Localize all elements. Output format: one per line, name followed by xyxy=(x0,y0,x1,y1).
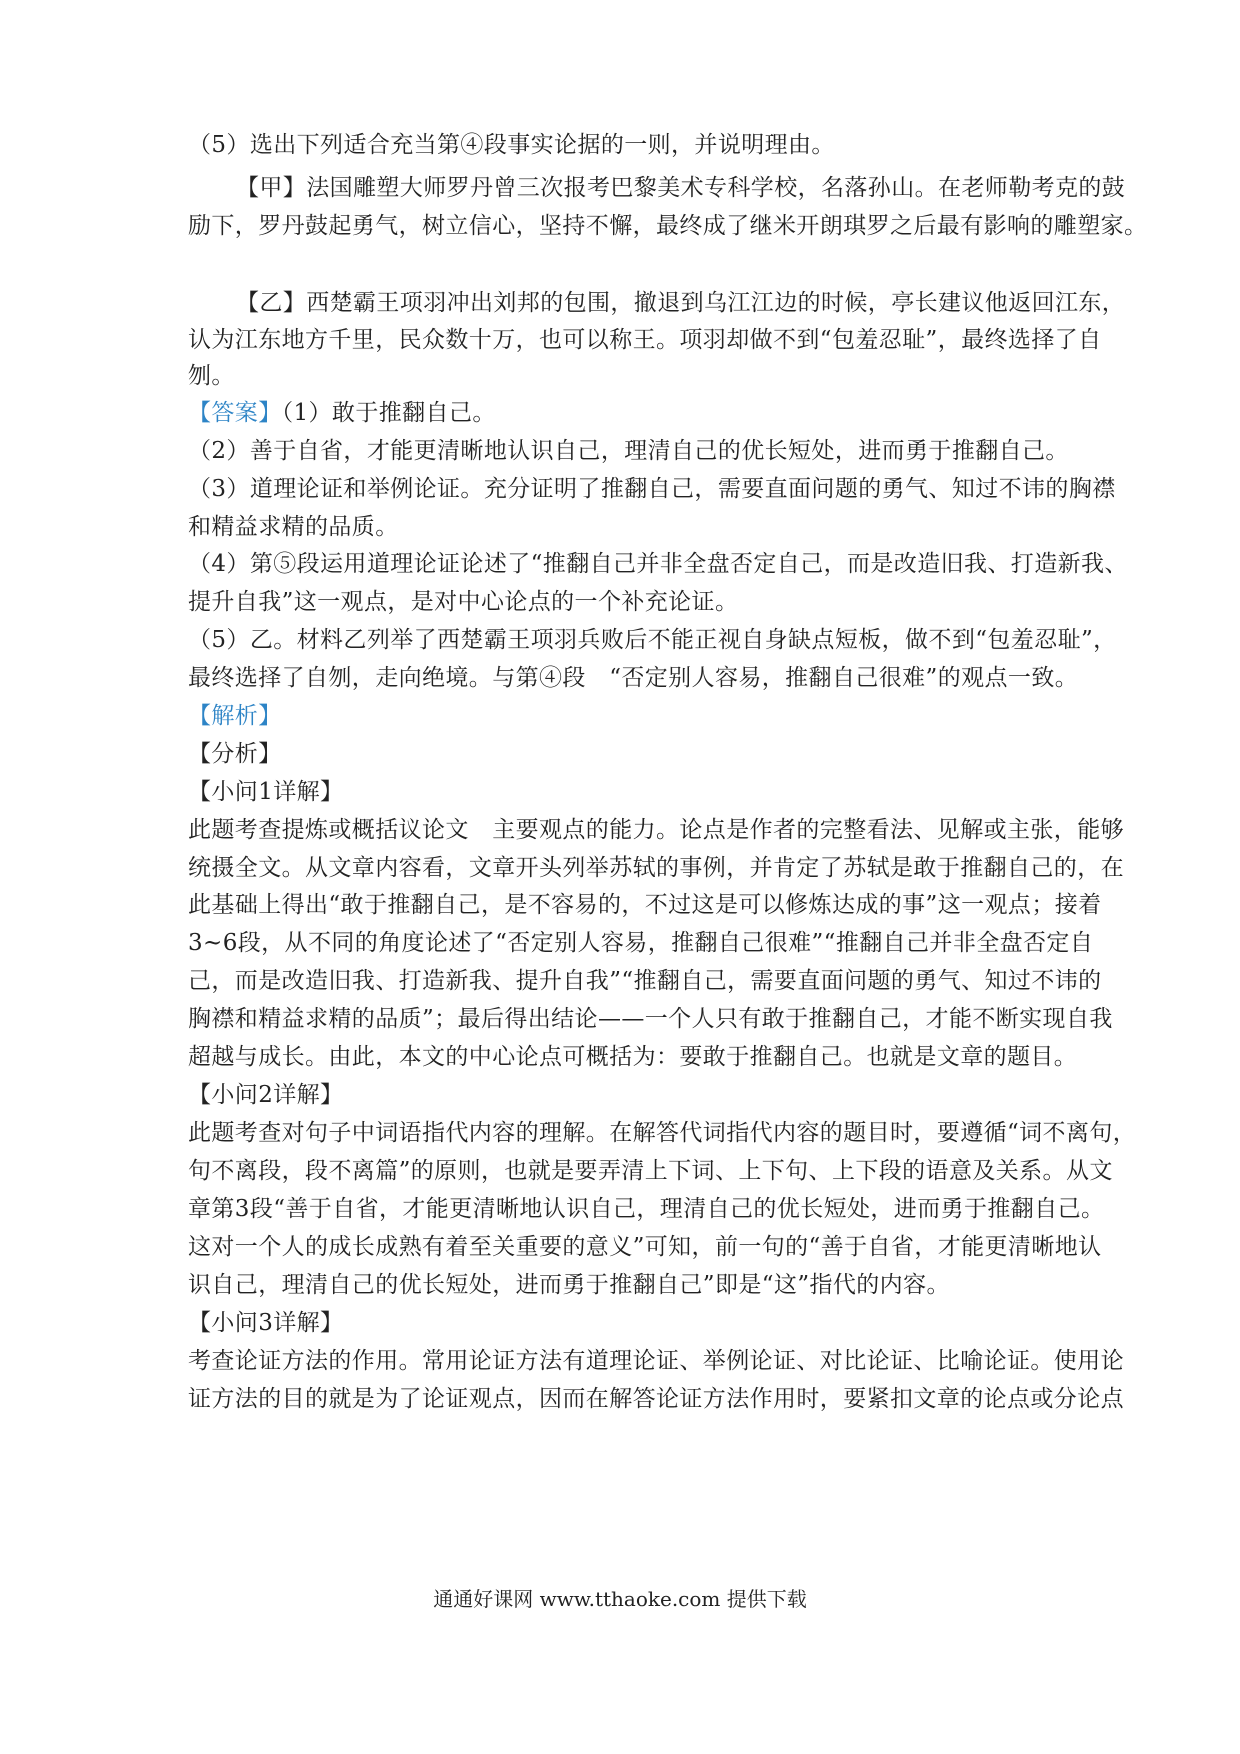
answer-4-line-2: 提升自我”这一观点，是对中心论点的一个补充论证。 xyxy=(188,589,739,615)
answer-4-line-1: （4）第⑤段运用道理论证论述了“推翻自己并非全盘否定自己，而是改造旧我、打造新我、 xyxy=(188,551,1128,577)
material-yi-line-2: 认为江东地方千里，民众数十万，也可以称王。项羽却做不到“包羞忍耻”，最终选择了自 xyxy=(188,327,1102,353)
answer-2: （2）善于自省，才能更清晰地认识自己，理清自己的优长短处，进而勇于推翻自己。 xyxy=(188,438,1069,464)
sub-question-1-line-5: 己，而是改造旧我、打造新我、提升自我”“推翻自己，需要直面问题的勇气、知过不讳的 xyxy=(188,968,1102,994)
answer-3-line-2: 和精益求精的品质。 xyxy=(188,514,399,540)
answer-row xyxy=(188,397,1068,429)
answer-3-line-1: （3）道理论证和举例论证。充分证明了推翻自己，需要直面问题的勇气、知过不讳的胸襟 xyxy=(188,476,1116,502)
answer-5-line-2: 最终选择了自刎，走向绝境。与第④段 “否定别人容易，推翻自己很难”的观点一致。 xyxy=(188,665,1079,691)
material-yi-line-3: 刎。 xyxy=(188,363,235,389)
answer-5-line-1: （5）乙。材料乙列举了西楚霸王项羽兵败后不能正视自身缺点短板，做不到“包羞忍耻”， xyxy=(188,627,1117,653)
sub-question-1-line-3: 此基础上得出“敢于推翻自己，是不容易的，不过这是可以修炼达成的事”这一观点；接着 xyxy=(188,892,1102,918)
answer-label: 【答案】 xyxy=(188,400,282,426)
sub-question-1-line-1: 此题考查提炼或概括议论文 主要观点的能力。论点是作者的完整看法、见解或主张，能够 xyxy=(188,817,1124,843)
sub-question-2-line-4: 这对一个人的成长成熟有着至关重要的意义”可知，前一句的“善于自省，才能更清晰地认 xyxy=(188,1234,1102,1260)
sub-question-2-line-2: 句不离段，段不离篇”的原则，也就是要弄清上下词、上下句、上下段的语意及关系。从文 xyxy=(188,1158,1113,1184)
sub-question-1-heading: 【小问1详解】 xyxy=(188,779,344,805)
page-footer: 通通好课网 www.tthaoke.com 提供下载 xyxy=(433,1587,807,1611)
sub-question-1-line-6: 胸襟和精益求精的品质”；最后得出结论——一个人只有敢于推翻自己，才能不断实现自我 xyxy=(188,1006,1113,1032)
fenxi-label: 【分析】 xyxy=(188,741,282,767)
analysis-label: 【解析】 xyxy=(188,703,282,729)
material-yi-line-1: 【乙】西楚霸王项羽冲出刘邦的包围，撤退到乌江江边的时候，亭长建议他返回江东， xyxy=(236,290,1126,316)
sub-question-2-line-1: 此题考查对句子中词语指代内容的理解。在解答代词指代内容的题目时，要遵循“词不离句， xyxy=(188,1120,1137,1146)
question-5-prompt: （5）选出下列适合充当第④段事实论据的一则，并说明理由。 xyxy=(188,132,835,158)
answer-1: （1）敢于推翻自己。 xyxy=(281,400,496,426)
sub-question-2-line-3: 章第3段“善于自省，才能更清晰地认识自己，理清自己的优长短处，进而勇于推翻自己。 xyxy=(188,1196,1105,1222)
sub-question-1-line-7: 超越与成长。由此，本文的中心论点可概括为：要敢于推翻自己。也就是文章的题目。 xyxy=(188,1044,1078,1070)
sub-question-3-heading: 【小问3详解】 xyxy=(188,1310,344,1336)
material-jia-line-2: 励下，罗丹鼓起勇气，树立信心，坚持不懈，最终成了继米开朗琪罗之后最有影响的雕塑家。 xyxy=(188,213,1148,239)
sub-question-3-line-1: 考查论证方法的作用。常用论证方法有道理论证、举例论证、对比论证、比喻论证。使用论 xyxy=(188,1348,1124,1374)
sub-question-2-line-5: 识自己，理清自己的优长短处，进而勇于推翻自己”即是“这”指代的内容。 xyxy=(188,1272,950,1298)
sub-question-3-line-2: 证方法的目的就是为了论证观点，因而在解答论证方法作用时，要紧扣文章的论点或分论点 xyxy=(188,1386,1124,1412)
material-jia-line-1: 【甲】法国雕塑大师罗丹曾三次报考巴黎美术专科学校，名落孙山。在老师勒考克的鼓 xyxy=(236,175,1126,201)
sub-question-1-line-4: 3~6段，从不同的角度论述了“否定别人容易，推翻自己很难”“推翻自己并非全盘否定自 xyxy=(188,930,1094,956)
sub-question-1-line-2: 统摄全文。从文章内容看，文章开头列举苏轼的事例，并肯定了苏轼是敢于推翻自己的，在 xyxy=(188,855,1124,881)
sub-question-2-heading: 【小问2详解】 xyxy=(188,1082,344,1108)
